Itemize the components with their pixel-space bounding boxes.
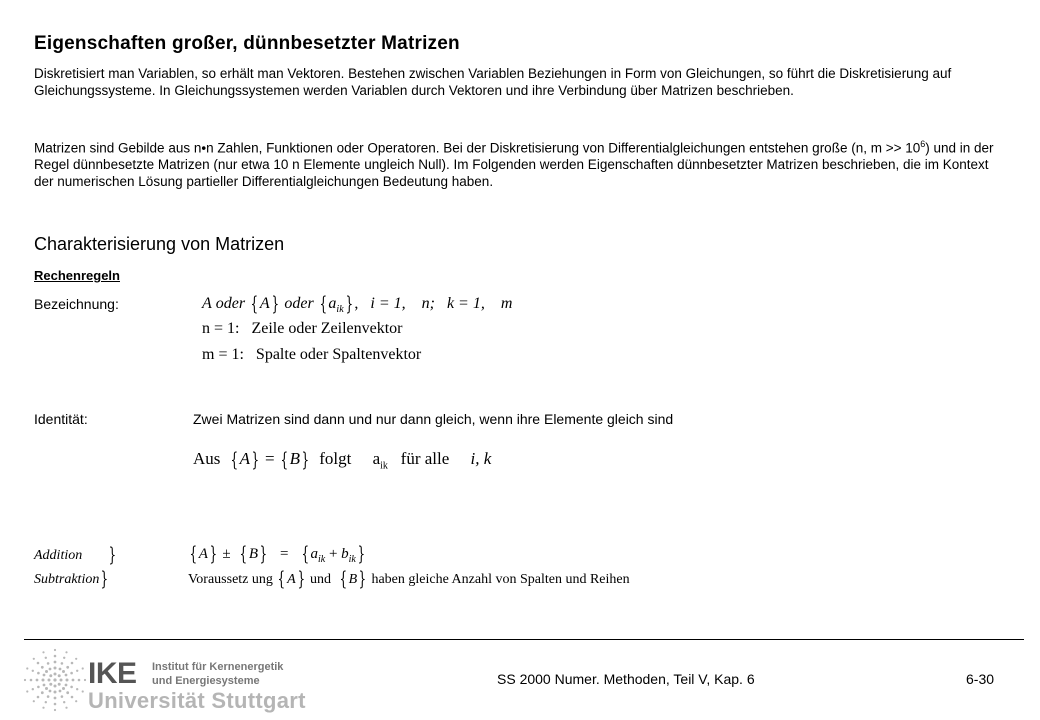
subscript-ik: ik: [336, 304, 344, 316]
symbol-a: a: [372, 449, 381, 468]
condition-und: und: [309, 572, 331, 587]
subsection-title: Rechenregeln: [34, 268, 120, 283]
institute-name: [152, 660, 283, 688]
symbol-n: n;: [421, 295, 435, 312]
n-equals-1: n = 1:: [202, 320, 240, 337]
addition-condition: [188, 566, 630, 590]
symbol-B: B: [289, 449, 300, 468]
word-aus: Aus: [193, 449, 221, 468]
m-equals-1: m = 1:: [202, 346, 244, 363]
symbol-A: A: [198, 546, 208, 562]
right-brace-icon: }: [301, 447, 310, 471]
word-fuer-alle: für alle: [400, 449, 450, 468]
left-brace-icon: {: [189, 541, 198, 565]
right-brace-icon: }: [251, 447, 260, 471]
footer-divider: [24, 639, 1024, 640]
symbol-A: A: [239, 449, 251, 468]
bezeichnung-formula-line2: [202, 320, 403, 338]
subscript-ik: ik: [380, 460, 388, 472]
right-brace-icon: }: [259, 541, 268, 565]
identitaet-text: Zwei Matrizen sind dann und nur dann gleich, wenn ihre Elemente gleich sind: [193, 411, 674, 427]
word-oder-1: oder: [215, 295, 246, 312]
left-brace-icon: {: [280, 447, 289, 471]
addition-word: Addition: [34, 548, 83, 563]
page-title: Eigenschaften großer, dünnbesetzter Matrizen: [34, 33, 460, 54]
exponent: 6: [920, 139, 926, 149]
spalte-text: Spalte oder Spaltenvektor: [255, 346, 422, 363]
variables-ik: i, k: [470, 449, 492, 468]
symbol-A: A: [287, 572, 296, 587]
left-brace-icon: {: [277, 566, 286, 590]
intro-paragraph-1: Diskretisiert man Variablen, so erhält man Vektoren. Bestehen zwischen Variablen Beziehungen in Form von Gleichungen, so führt die Diskretisierung auf Gleichungssysteme. In Gleichungssystemen werden Variablen durch Vektoren und ihre Verbindung über Matrizen beschrieben.: [34, 66, 952, 98]
right-brace-icon: }: [100, 566, 109, 590]
left-brace-icon: {: [339, 566, 348, 590]
symbol-B: B: [348, 572, 358, 587]
index-k-range: k = 1,: [446, 295, 485, 312]
institute-line-2: und Energiesysteme: [152, 675, 260, 687]
equals-sign: =: [280, 546, 289, 562]
right-brace-icon: }: [297, 566, 305, 590]
page-number: 6-30: [966, 671, 995, 687]
university-name: Universität Stuttgart: [88, 688, 306, 713]
right-brace-icon: }: [271, 291, 279, 315]
symbol-m: m: [500, 295, 513, 312]
addition-formula: [188, 541, 367, 565]
course-info: SS 2000 Numer. Methoden, Teil V, Kap. 6: [497, 671, 755, 687]
identitaet-label: Identität:: [34, 411, 88, 427]
plus-sign: +: [328, 546, 338, 562]
symbol-A: A: [202, 295, 212, 312]
symbol-A-braced: A: [259, 295, 270, 312]
university-seal-icon: [14, 642, 96, 718]
section-title: Charakterisierung von Matrizen: [34, 234, 285, 254]
right-brace-icon: }: [357, 541, 366, 565]
plus-minus-sign: ±: [222, 546, 231, 562]
subscript-ik: ik: [348, 554, 356, 565]
right-brace-icon: }: [108, 542, 116, 566]
condition-pre: Voraussetz ung: [188, 572, 273, 587]
intro-paragraph-2: [34, 136, 999, 190]
condition-post: haben gleiche Anzahl von Spalten und Reihen: [371, 572, 630, 587]
index-i-range: i = 1,: [370, 295, 406, 312]
intro-paragraph-2-b: ) und in der Regel dünnbesetzte Matrizen (nur etwa 10 n Elemente ungleich Null). Im Folgenden werden Eigenschaften dünnbesetzter Matrizen beschrieben, die im Kontext der numerischen Lösung partieller Differentialgleichungen Bedeutung haben.: [34, 140, 994, 189]
right-brace-icon: }: [209, 541, 218, 565]
left-brace-icon: {: [239, 541, 248, 565]
bezeichnung-formula-line3: [202, 346, 421, 364]
word-folgt: folgt: [319, 449, 352, 468]
left-brace-icon: {: [230, 447, 239, 471]
addition-label: [34, 542, 117, 566]
symbol-a: a: [310, 546, 318, 562]
ike-logo: IKE: [88, 657, 137, 690]
right-brace-icon: }: [358, 566, 367, 590]
subscript-ik: ik: [317, 554, 326, 565]
bezeichnung-formula-line1: [202, 291, 512, 315]
bezeichnung-label: Bezeichnung:: [34, 296, 119, 312]
left-brace-icon: {: [319, 291, 327, 315]
symbol-a: a: [328, 295, 337, 312]
subtraktion-label: [34, 566, 110, 590]
left-brace-icon: {: [301, 541, 309, 565]
symbol-b: b: [341, 546, 349, 562]
zeile-text: Zeile oder Zeilenvektor: [251, 320, 403, 337]
word-oder-2: oder: [284, 295, 314, 312]
institute-line-1: Institut für Kernenergetik: [152, 661, 284, 673]
comma: ,: [354, 295, 359, 312]
equals-sign: =: [265, 449, 275, 468]
right-brace-icon: }: [345, 291, 353, 315]
subtraktion-word: Subtraktion: [34, 572, 100, 587]
intro-paragraph-2-a: Matrizen sind Gebilde aus n•n Zahlen, Funktionen oder Operatoren. Bei der Diskretisierung von Differentialgleichungen entstehen große (n, m >> 10: [34, 140, 921, 156]
left-brace-icon: {: [250, 291, 259, 315]
symbol-B: B: [248, 546, 259, 562]
identitaet-formula: [193, 447, 491, 471]
